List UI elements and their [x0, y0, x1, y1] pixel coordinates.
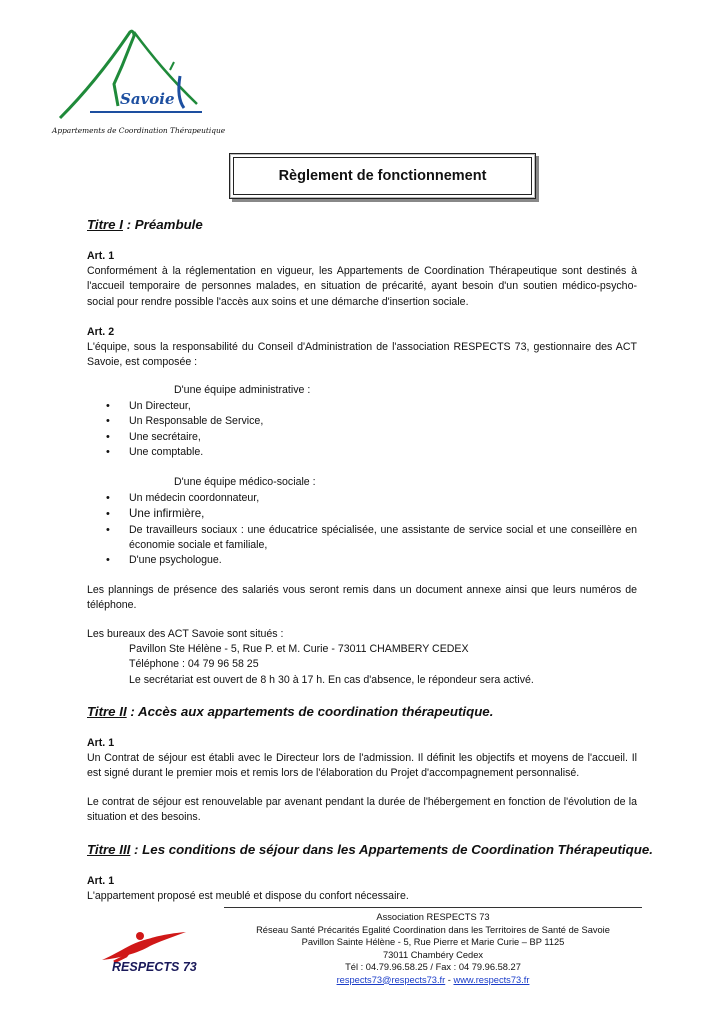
- footer-line: 73011 Chambéry Cedex: [382, 949, 484, 960]
- section-title-3-num: Titre III: [87, 842, 131, 857]
- paragraph: L'équipe, sous la responsabilité du Conseil d'Administration de l'association RESPECTS 73, gestionnaire des ACT Savoie, est composée :: [87, 341, 637, 369]
- page-title: Règlement de fonctionnement: [278, 168, 487, 184]
- section-title-3-label: : Les conditions de séjour dans les Appartements de Coordination Thérapeutique.: [130, 842, 653, 857]
- list-item: • Une infirmière,: [87, 506, 637, 523]
- page-title-box: [229, 153, 536, 199]
- footer-line: Pavillon Sainte Hélène - 5, Rue Pierre et Marie Curie – BP 1125: [301, 937, 565, 947]
- footer-contacts: [224, 974, 642, 987]
- list-item: • Une comptable.: [87, 445, 637, 460]
- admin-team-list: [87, 399, 637, 460]
- email-link[interactable]: respects73@respects73.fr: [336, 974, 446, 985]
- section-title-1: [87, 217, 203, 232]
- runner-logo-icon: [100, 930, 190, 964]
- section-title-1-label: : Préambule: [122, 217, 203, 232]
- footer-text: [224, 911, 642, 986]
- address: Pavillon Ste Hélène - 5, Rue P. et M. Curie - 73011 CHAMBERY CEDEX: [129, 643, 469, 655]
- list-item: • Une secrétaire,: [87, 430, 637, 445]
- website-link[interactable]: www.respects73.fr: [453, 974, 530, 985]
- list-item: • Un Responsable de Service,: [87, 414, 637, 429]
- footer-line: Tél : 04.79.96.58.25 / Fax : 04 79.96.58.27: [345, 962, 521, 972]
- list-heading: D'une équipe médico-sociale :: [174, 476, 316, 488]
- paragraph: Les plannings de présence des salariés vous seront remis dans un document annexe ainsi que leurs numéros de téléphone.: [87, 584, 637, 612]
- section-title-2: [87, 704, 493, 719]
- paragraph: Un Contrat de séjour est établi avec le Directeur lors de l'admission. Il définit les objectifs et moyens de l'accueil. Il est signé durant le premier mois et remis lors de l'élaboration du Projet d'accompagnement personnalisé.: [87, 752, 637, 780]
- list-item: • D'une psychologue.: [87, 553, 637, 568]
- footer-line: Réseau Santé Précarités Egalité Coordination dans les Territoires de Santé de Savoie: [256, 924, 610, 935]
- phone: Téléphone : 04 79 96 58 25: [129, 658, 259, 670]
- logo-tagline: Appartements de Coordination Thérapeutique: [52, 126, 226, 135]
- paragraph: Les bureaux des ACT Savoie sont situés :: [87, 628, 284, 640]
- opening-hours: Le secrétariat est ouvert de 8 h 30 à 17 h. En cas d'absence, le répondeur sera activé.: [129, 674, 534, 686]
- section-title-2-label: : Accès aux appartements de coordination thérapeutique.: [126, 704, 494, 719]
- footer-divider: [224, 907, 642, 908]
- footer-logo: [92, 930, 222, 974]
- list-heading: D'une équipe administrative :: [174, 384, 311, 396]
- footer-line: Association RESPECTS 73: [376, 912, 490, 922]
- art-heading: Art. 1: [87, 875, 115, 887]
- section-title-2-num: Titre II: [87, 704, 127, 719]
- house-logo-icon: [52, 26, 212, 126]
- medico-team-list: [87, 491, 637, 569]
- footer-separator: -: [445, 974, 454, 985]
- art-heading: Art. 1: [87, 737, 115, 749]
- header-logo: [52, 26, 226, 141]
- section-title-3: [87, 842, 653, 857]
- paragraph: L'appartement proposé est meublé et dispose du confort nécessaire.: [87, 890, 409, 902]
- logo-name: Savoie: [120, 90, 175, 108]
- art-heading: Art. 1: [87, 250, 115, 262]
- list-item: • Un médecin coordonnateur,: [87, 491, 637, 506]
- footer-logo-text: RESPECTS 73: [112, 960, 197, 974]
- paragraph: Le contrat de séjour est renouvelable par avenant pendant la durée de l'hébergement en fonction de l'évolution de la situation et des besoins.: [87, 796, 637, 824]
- art-heading: Art. 2: [87, 326, 115, 338]
- list-item: • Un Directeur,: [87, 399, 637, 414]
- list-item: • De travailleurs sociaux : une éducatrice spécialisée, une assistante de service social et une conseillère en économie sociale et familiale,: [87, 523, 637, 554]
- section-title-1-num: Titre I: [87, 217, 123, 232]
- paragraph: Conformément à la réglementation en vigueur, les Appartements de Coordination Thérapeutique sont destinés à l'accueil temporaire de personnes malades, en situation de précarité, ayant besoin d'un soutien médico-psycho-social pour rendre possible l'accès aux soins et une démarche d'insertion sociale.: [87, 265, 637, 308]
